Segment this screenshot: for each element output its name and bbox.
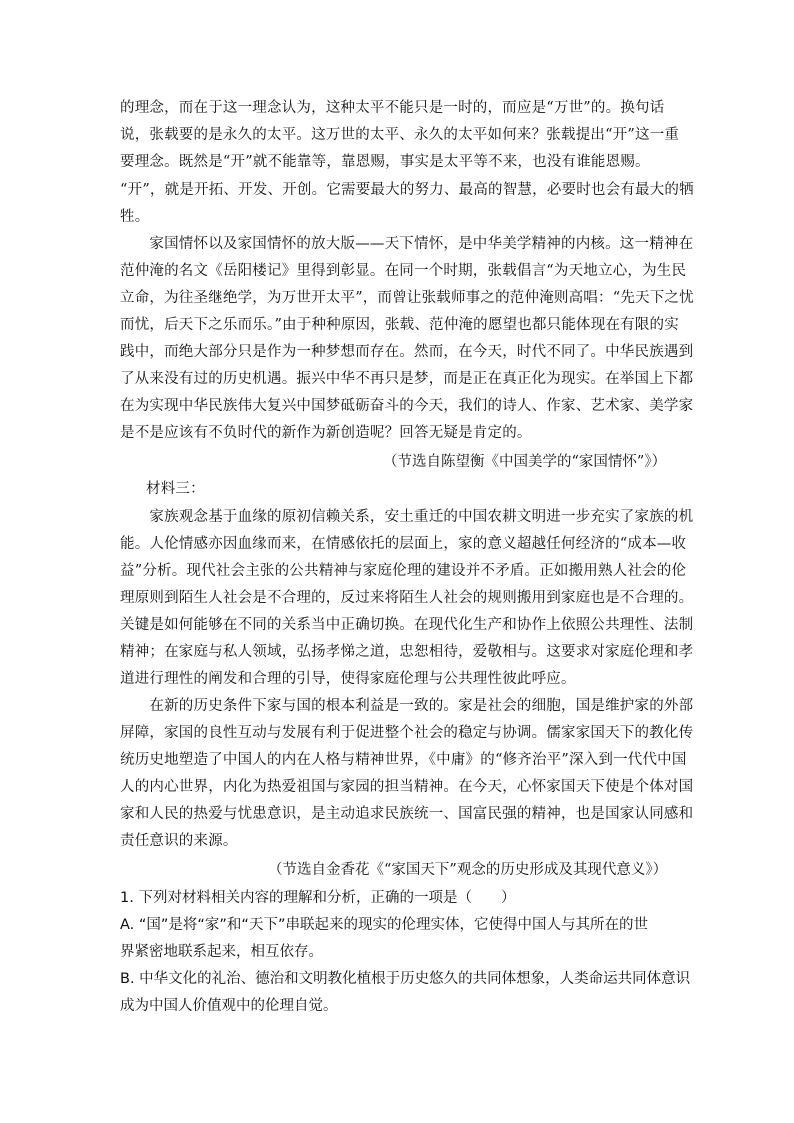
paragraph-line: 道进行理性的阐发和合理的引导，使得家庭伦理与公共理性彼此呼应。 (120, 671, 576, 687)
paragraph-line: 家国情怀以及家国情怀的放大版——天下情怀，是中华美学精神的内核。这一精神在 (120, 236, 694, 252)
paragraph-line: 践中，而绝大部分只是作为一种梦想而存在。然而，在今天，时代不同了。中华民族遇到 (120, 344, 694, 360)
option-b-line: B. 中华文化的礼治、德治和文明教化植根于历史悠久的共同体想象，人类命运共同体意识 (120, 971, 691, 987)
paragraph-line: 要理念。既然是“开”就不能靠等，靠恩赐，事实是太平等不来，也没有谁能恩赐。 (120, 154, 650, 170)
option-b-line: 成为中国人价值观中的伦理自觉。 (120, 998, 338, 1014)
paragraph-line: 范仲淹的名文《岳阳楼记》里得到彰显。在同一个时期，张载倡言“为天地立心，为生民 (120, 263, 687, 279)
paragraph-line: 了从来没有过的历史机遇。振兴中华不再只是梦，而是正在真正化为现实。在举国上下都 (120, 371, 694, 387)
paragraph-line: 家和人民的热爱与忧患意识，是主动追求民族统一、国富民强的精神，也是国家认同感和 (120, 806, 694, 822)
paragraph-line: “开”，就是开拓、开发、开创。它需要最大的努力、最高的智慧，必要时也会有最大的牺 (120, 182, 694, 198)
option-a-line: 界紧密地联系起来，相互依存。 (120, 944, 323, 960)
paragraph-line: 精神；在家庭与私人领域，弘扬孝悌之道，忠恕相待，爱敬相与。这要求对家庭伦理和孝 (120, 644, 694, 660)
paragraph-line: 牲。 (120, 209, 150, 225)
paragraph-line: 是不是应该有不负时代的新作为新创造呢？回答无疑是肯定的。 (120, 425, 532, 441)
paragraph-line: 关键是如何能够在不同的关系当中正确切换。在现代化生产和协作上依照公共理性、法制 (120, 617, 694, 633)
paragraph-line: 说，张载要的是永久的太平。这万世的太平、永久的太平如何来？张载提出“开”这一重 (120, 127, 680, 143)
paragraph-line: 在新的历史条件下家与国的根本利益是一致的。家是社会的细胞，国是维护家的外部 (120, 698, 694, 714)
paragraph-line: 而忧，后天下之乐而乐。”由于种种原因，张载、范仲淹的愿望也都只能体现在有限的实 (120, 317, 679, 333)
source-citation: （节选自陈望衡《中国美学的“家国情怀”》） (383, 454, 667, 470)
paragraph-line: 在为实现中华民族伟大复兴中国梦砥砺奋斗的今天，我们的诗人、作家、艺术家、美学家 (120, 398, 694, 414)
paragraph-line: 理原则到陌生人社会是不合理的，反过来将陌生人社会的规则搬用到家庭也是不合理的。 (120, 590, 694, 606)
paragraph-line: 家族观念基于血缘的原初信赖关系，安土重迁的中国农耕文明进一步充实了家族的机 (120, 509, 694, 525)
paragraph-line: 屏障，家国的良性互动与发展有利于促进整个社会的稳定与协调。儒家家国天下的教化传 (120, 725, 694, 741)
option-a-line: A. “国”是将“家”和“天下”串联起来的现实的伦理实体，它使得中国人与其所在的世 (120, 917, 648, 933)
question-stem: 1. 下列对材料相关内容的理解和分析，正确的一项是（ ） (120, 890, 516, 906)
material-heading: 材料三： (146, 481, 205, 497)
source-citation: （节选自金香花《“家国天下”观念的历史形成及其现代意义》） (268, 862, 668, 878)
paragraph-line: 益”分析。现代社会主张的公共精神与家庭伦理的建设并不矛盾。正如搬用熟人社会的伦 (120, 563, 687, 579)
paragraph-line: 责任意识的来源。 (120, 833, 238, 849)
paragraph-line: 能。人伦情感亦因血缘而来，在情感依托的层面上，家的意义超越任何经济的“成本—收 (120, 536, 687, 552)
paragraph-line: 的理念，而在于这一理念认为，这种太平不能只是一时的，而应是“万世”的。换句话 (120, 100, 665, 116)
paragraph-line: 人的内心世界，内化为热爱祖国与家园的担当精神。在今天，心怀家国天下使是个体对国 (120, 779, 694, 795)
paragraph-line: 立命，为往圣继绝学，为万世开太平”，而曾让张载师事之的范仲淹则高唱：“先天下之忧 (120, 290, 694, 306)
paragraph-line: 统历史地塑造了中国人的内在人格与精神世界，《中庸》的“修齐治平”深入到一代代中国 (120, 752, 687, 768)
